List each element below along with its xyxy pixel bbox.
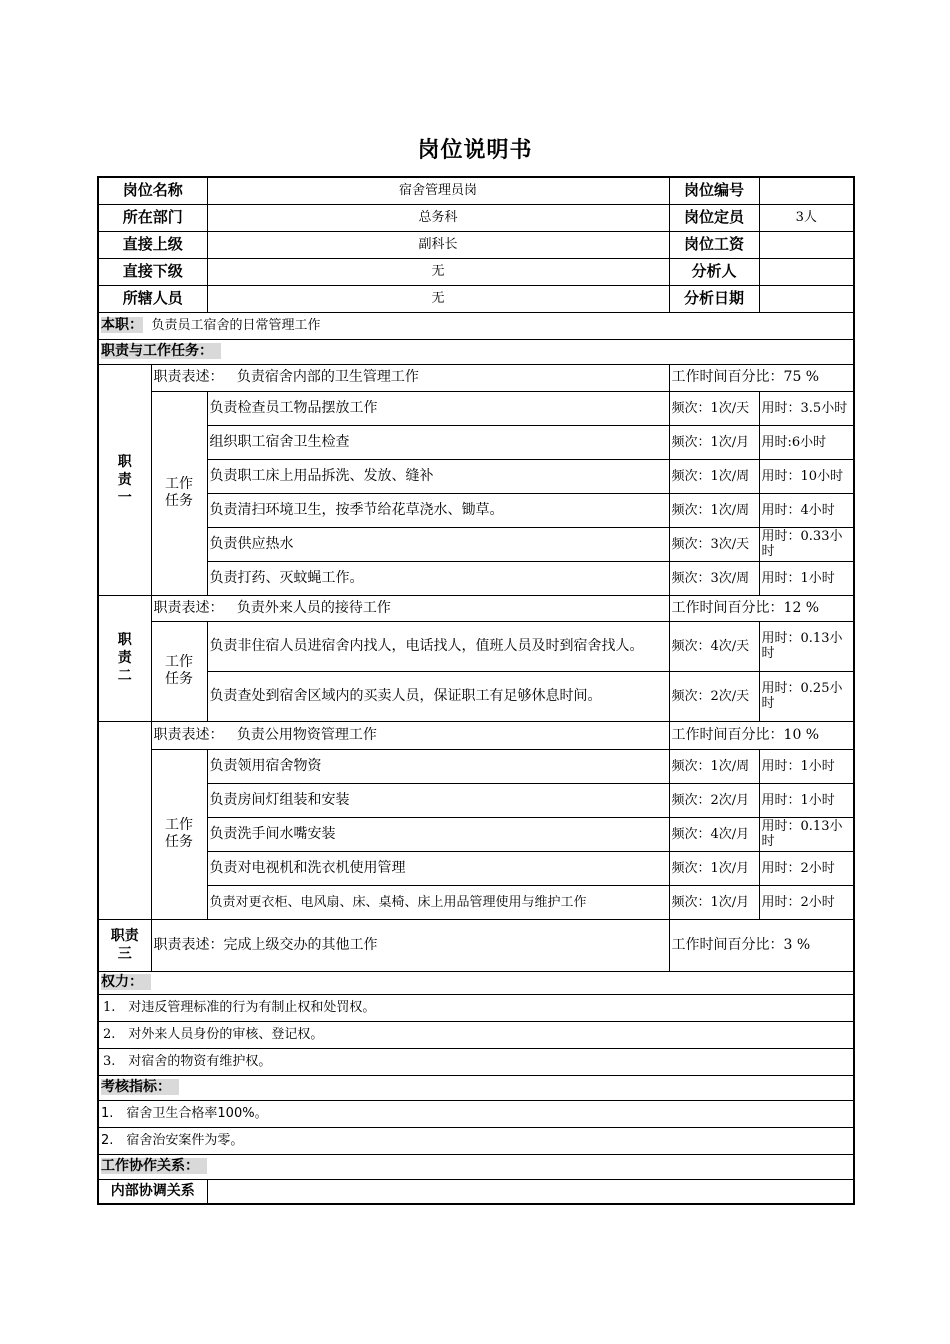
duty1-label: 职责一 <box>98 364 151 595</box>
duty1-task-5-time: 用时：0.33小时 <box>759 527 854 561</box>
duty1-task-2: 组织职工宿舍卫生检查 <box>207 425 669 459</box>
duty4-percent: 工作时间百分比：3 % <box>669 919 854 971</box>
job-description-form <box>97 176 853 1205</box>
duty3-task-4-time: 用时：2小时 <box>759 851 854 885</box>
duty1-task-1-freq: 频次：1次/天 <box>669 391 759 425</box>
duties-heading: 职责与工作任务： <box>101 343 221 359</box>
kpi-heading-row <box>98 1075 854 1100</box>
collab-internal-label: 内部协调关系 <box>98 1179 207 1204</box>
duty2-task-2-freq: 频次：2次/天 <box>669 671 759 721</box>
duty3-task-4: 负责对电视机和洗衣机使用管理 <box>207 851 669 885</box>
duties-heading-row <box>98 339 854 364</box>
duty3-task-2: 负责房间灯组装和安装 <box>207 783 669 817</box>
value-salary <box>759 231 854 258</box>
value-analyst <box>759 258 854 285</box>
duty2-work-task-label: 工作任务 <box>151 621 207 721</box>
duty4-desc: 职责表述：完成上级交办的其他工作 <box>151 919 669 971</box>
kpi-item-2: 2. 宿舍治安案件为零。 <box>98 1127 854 1154</box>
value-position-name: 宿舍管理员岗 <box>207 177 669 204</box>
power-item-2: 2. 对外来人员身份的审核、登记权。 <box>98 1021 854 1048</box>
duty2-percent: 工作时间百分比：12 % <box>669 595 854 621</box>
duty3-task-5-time: 用时：2小时 <box>759 885 854 919</box>
value-department: 总务科 <box>207 204 669 231</box>
duty1-task-3-freq: 频次：1次/周 <box>669 459 759 493</box>
duty1-task-2-time: 用时:6小时 <box>759 425 854 459</box>
duty3-task-2-time: 用时：1小时 <box>759 783 854 817</box>
duty2-task-1: 负责非住宿人员进宿舍内找人，电话找人，值班人员及时到宿舍找人。 <box>207 621 669 671</box>
value-headcount: 3人 <box>759 204 854 231</box>
duty3-task-1: 负责领用宿舍物资 <box>207 749 669 783</box>
label-position-name: 岗位名称 <box>98 177 207 204</box>
duty3-work-task-label: 工作任务 <box>151 749 207 919</box>
duty3-percent: 工作时间百分比：10 % <box>669 721 854 749</box>
kpi-item-1: 1. 宿舍卫生合格率100%。 <box>98 1100 854 1127</box>
label-department: 所在部门 <box>98 204 207 231</box>
duty1-task-3-time: 用时：10小时 <box>759 459 854 493</box>
duty3-task-3-freq: 频次：4次/月 <box>669 817 759 851</box>
power-item-1: 1. 对违反管理标准的行为有制止权和处罚权。 <box>98 994 854 1021</box>
value-staff-under: 无 <box>207 285 669 312</box>
value-analysis-date <box>759 285 854 312</box>
duty1-task-5-freq: 频次：3次/天 <box>669 527 759 561</box>
duty1-task-1: 负责检查员工物品摆放工作 <box>207 391 669 425</box>
label-salary: 岗位工资 <box>669 231 759 258</box>
main-duty-row <box>98 312 854 339</box>
duty2-desc: 职责表述： 负责外来人员的接待工作 <box>151 595 669 621</box>
duty1-task-4-freq: 频次：1次/周 <box>669 493 759 527</box>
duty1-task-5: 负责供应热水 <box>207 527 669 561</box>
duty1-task-3: 负责职工床上用品拆洗、发放、缝补 <box>207 459 669 493</box>
collab-internal-value <box>207 1179 854 1204</box>
page-title: 岗位说明书 <box>417 138 533 163</box>
duty1-task-2-freq: 频次：1次/月 <box>669 425 759 459</box>
duty3-task-5-freq: 频次：1次/月 <box>669 885 759 919</box>
duty3-desc: 职责表述： 负责公用物资管理工作 <box>151 721 669 749</box>
duty3-task-3-time: 用时：0.13小时 <box>759 817 854 851</box>
duty3-task-2-freq: 频次：2次/月 <box>669 783 759 817</box>
duty1-task-6-time: 用时：1小时 <box>759 561 854 595</box>
kpi-heading: 考核指标： <box>101 1079 179 1095</box>
value-direct-superior: 副科长 <box>207 231 669 258</box>
label-analysis-date: 分析日期 <box>669 285 759 312</box>
duty1-percent: 工作时间百分比：75 % <box>669 364 854 391</box>
duty3-task-4-freq: 频次：1次/月 <box>669 851 759 885</box>
duty2-task-1-time: 用时：0.13小时 <box>759 621 854 671</box>
label-headcount: 岗位定员 <box>669 204 759 231</box>
power-item-3: 3. 对宿舍的物资有维护权。 <box>98 1048 854 1075</box>
duty4-label: 职责三 <box>98 919 151 971</box>
duty1-task-4: 负责清扫环境卫生，按季节给花草浇水、锄草。 <box>207 493 669 527</box>
duty3-task-5: 负责对更衣柜、电风扇、床、桌椅、床上用品管理使用与维护工作 <box>207 885 669 919</box>
main-duty-text: 负责员工宿舍的日常管理工作 <box>151 318 321 333</box>
label-analyst: 分析人 <box>669 258 759 285</box>
duty3-task-1-time: 用时：1小时 <box>759 749 854 783</box>
collab-heading: 工作协作关系： <box>101 1158 207 1174</box>
label-staff-under: 所辖人员 <box>98 285 207 312</box>
main-duty-label: 本职： <box>101 317 143 333</box>
label-direct-superior: 直接上级 <box>98 231 207 258</box>
duty1-task-6: 负责打药、灭蚊蝇工作。 <box>207 561 669 595</box>
duty1-desc: 职责表述： 负责宿舍内部的卫生管理工作 <box>151 364 669 391</box>
duty2-task-2-time: 用时：0.25小时 <box>759 671 854 721</box>
duty2-label: 职责二 <box>98 595 151 721</box>
duty1-task-4-time: 用时：4小时 <box>759 493 854 527</box>
power-heading: 权力： <box>101 974 151 990</box>
value-position-code <box>759 177 854 204</box>
power-heading-row <box>98 971 854 994</box>
duty3-task-1-freq: 频次：1次/周 <box>669 749 759 783</box>
collab-heading-row <box>98 1154 854 1179</box>
value-direct-subordinate: 无 <box>207 258 669 285</box>
duty3-task-3: 负责洗手间水嘴安装 <box>207 817 669 851</box>
duty1-task-6-freq: 频次：3次/周 <box>669 561 759 595</box>
duty3-side-cell <box>98 721 151 919</box>
label-direct-subordinate: 直接下级 <box>98 258 207 285</box>
duty1-task-1-time: 用时：3.5小时 <box>759 391 854 425</box>
label-position-code: 岗位编号 <box>669 177 759 204</box>
duty2-task-2: 负责查处到宿舍区域内的买卖人员，保证职工有足够休息时间。 <box>207 671 669 721</box>
duty1-work-task-label: 工作任务 <box>151 391 207 595</box>
duty2-task-1-freq: 频次：4次/天 <box>669 621 759 671</box>
